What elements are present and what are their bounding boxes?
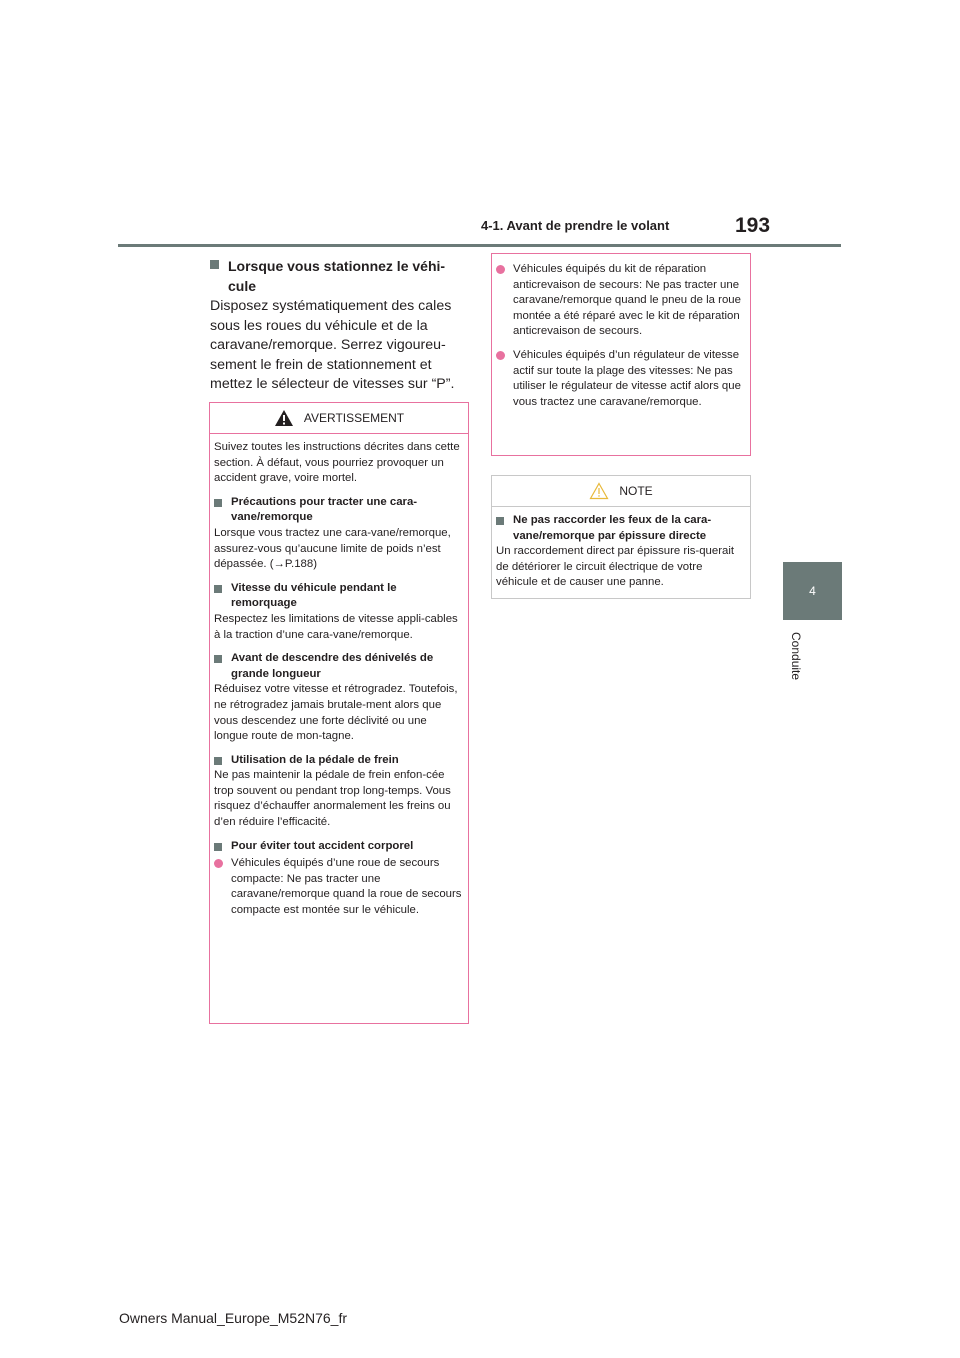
square-bullet-icon (214, 757, 222, 765)
page-number: 193 (735, 214, 771, 237)
warning-intro: Suivez toutes les instructions décrites dans cette section. À défaut, vous pourriez provoquer un accident grave, voire mortel. (214, 441, 460, 485)
warning-bullet-text: Véhicules équipés du kit de réparation anticrevaison de secours: Ne pas tracter une caravane/remorque quand le pneu de la roue montée a été réparé avec le kit de réparation anticrevaison de secours. (513, 263, 741, 338)
caution-triangle-icon (589, 482, 609, 500)
warning-item-body: Lorsque vous tractez une cara-vane/remorque, assurez-vous qu’aucune limite de poids n’est dépassée. (→P.188) (214, 526, 451, 571)
header-divider (118, 244, 841, 247)
section-title: 4-1. Avant de prendre le volant (481, 218, 670, 233)
warning-box-continued (491, 253, 751, 456)
note-item-body: Un raccordement direct par épissure ris-querait de détériorer le circuit électrique de votre véhicule et de causer une panne. (496, 545, 735, 589)
warning-bullet-text: Véhicules équipés d’une roue de secours compacte: Ne pas tracter une caravane/remorque quand la roue de secours compacte est montée sur le véhicule. (231, 857, 462, 917)
warning-item-heading (214, 651, 462, 682)
warning-bullet-item (496, 262, 744, 340)
square-bullet-icon (496, 517, 504, 525)
warning-box (209, 402, 469, 1024)
main-body-text: Disposez systématiquement des cales sous les roues du véhicule et de la caravane/remorque. Serrez vigoureu-sement le frein de stationnement et mettez le sélecteur de vitesses sur “P”. (210, 298, 455, 393)
warning-item-heading-text: Vitesse du véhicule pendant le remorquage (231, 581, 397, 610)
round-bullet-icon (496, 351, 505, 360)
chapter-label: Conduite (789, 632, 803, 681)
warning-item-body: Ne pas maintenir la pédale de frein enfon-cée trop souvent ou pendant trop long-temps. Vous risquez d’échauffer anormalement les freins ou d’en réduire l’efficacité. (214, 769, 451, 829)
square-bullet-icon (210, 260, 219, 269)
warning-item-heading (214, 839, 462, 855)
note-item-heading-text: Ne pas raccorder les feux de la cara-vane/remorque par épissure directe (513, 514, 712, 542)
warning-item-heading-text: Pour éviter tout accident corporel (231, 839, 414, 852)
note-header (492, 476, 750, 507)
warning-item-body: Réduisez votre vitesse et rétrogradez. Toutefois, ne rétrogradez jamais brutale-ment alors que vous descendez une forte déclivité ou une longue route de mon-tagne. (214, 683, 458, 743)
warning-title: AVERTISSEMENT (303, 411, 405, 425)
warning-item-heading-text: Avant de descendre des dénivelés de grande longueur (231, 652, 434, 680)
warning-item-body: Respectez les limitations de vitesse appli-cables à la traction d’une cara-vane/remorque. (214, 612, 458, 641)
warning-item-heading-text: Utilisation de la pédale de frein (231, 753, 399, 766)
warning-bullet-text: Véhicules équipés d’un régulateur de vitesse actif sur toute la plage des vitesses: Ne pas utiliser le régulateur de vitesse actif alors que vous tractez une caravane/remorque. (513, 348, 741, 408)
warning-header (210, 403, 468, 434)
footer-text: Owners Manual_Europe_M52N76_fr (119, 1310, 348, 1326)
chapter-tab[interactable]: 4 (783, 562, 842, 620)
warning-item-heading (214, 581, 462, 612)
warning-item-heading-text: Précautions pour tracter une cara-vane/remorque (231, 495, 418, 524)
square-bullet-icon (214, 655, 222, 663)
note-box (491, 475, 751, 599)
square-bullet-icon (214, 843, 222, 851)
warning-bullet-item (496, 348, 744, 410)
square-bullet-icon (214, 585, 222, 593)
warning-triangle-icon (274, 409, 294, 427)
round-bullet-icon (214, 859, 223, 868)
note-item-heading (496, 513, 744, 544)
square-bullet-icon (214, 499, 222, 507)
warning-bullet-item (214, 856, 462, 918)
main-heading (210, 256, 465, 296)
warning-item-heading (214, 495, 462, 526)
main-heading-text: Lorsque vous stationnez le véhi-cule (228, 258, 446, 294)
round-bullet-icon (496, 265, 505, 274)
warning-item-heading (214, 753, 462, 769)
note-title: NOTE (619, 484, 653, 498)
